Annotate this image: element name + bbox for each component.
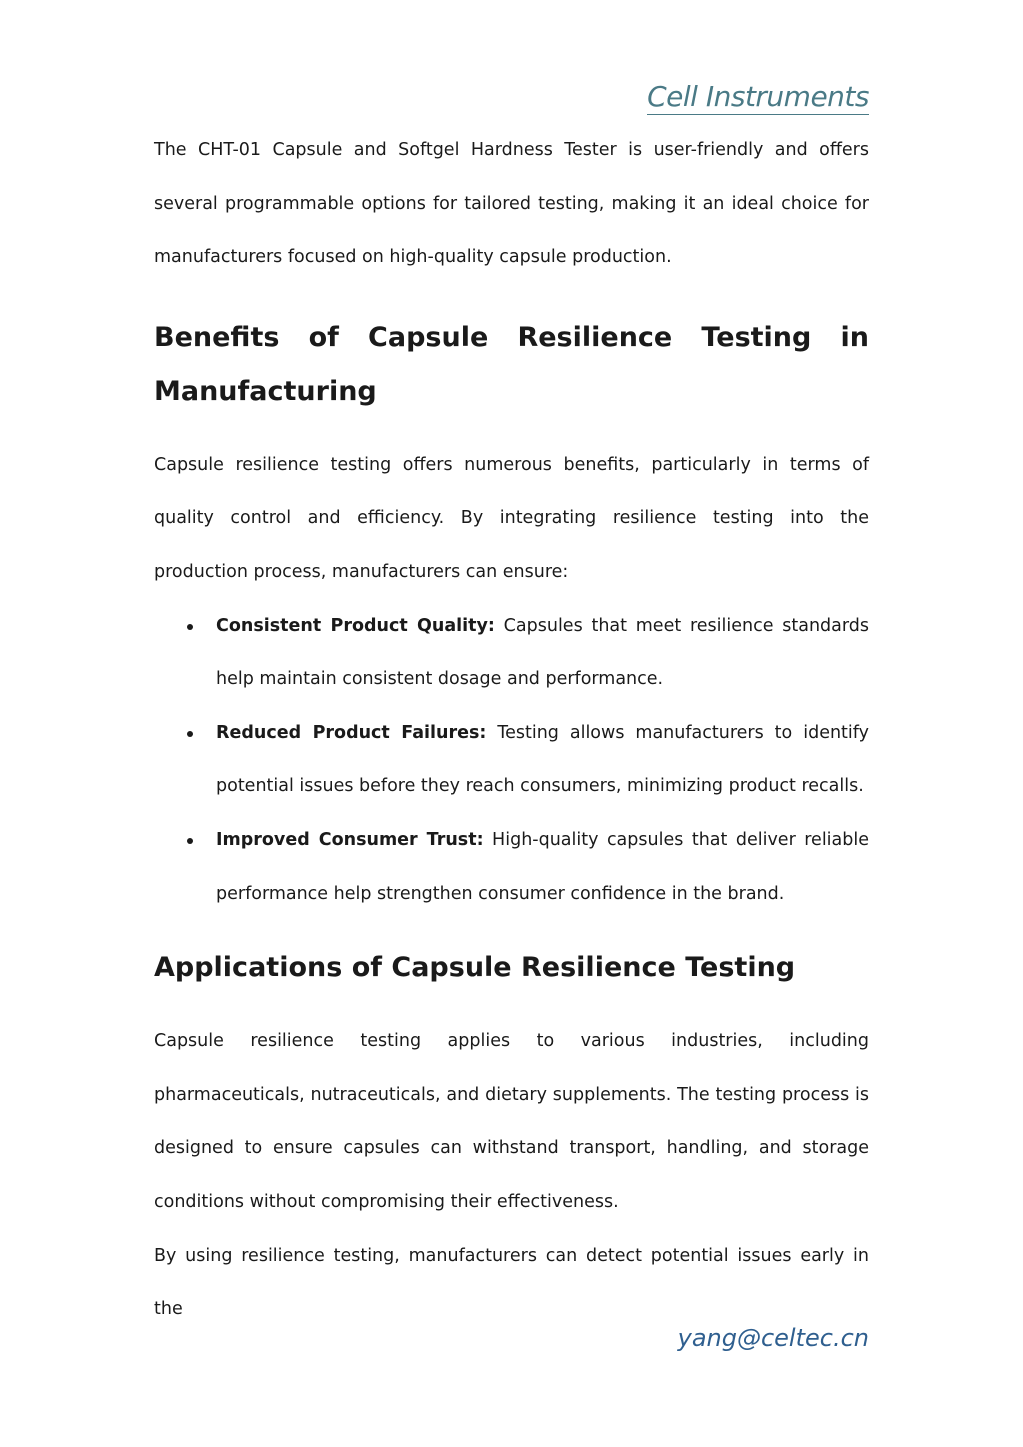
benefits-list [154,600,869,922]
benefits-heading: Benefits of Capsule Resilience Testing in Manufacturing [154,321,869,407]
benefits-paragraph: Capsule resilience testing offers numerous benefits, particularly in terms of quality control and efficiency. By integrating resilience testing into the production process, manufacturers can ensure: [154,454,869,582]
list-item-label: Consistent Product Quality: [216,615,495,636]
page-content [154,124,869,1337]
applications-paragraph-2: By using resilience testing, manufacturers can detect potential issues early in the [154,1245,869,1320]
bullet-icon [187,731,193,737]
list-item [154,814,869,921]
bullet-icon [187,624,193,630]
list-item-text: Testing allows manufacturers to identify potential issues before they reach consumers, minimizing product recalls. [216,722,869,797]
brand-logo-text: Cell Instruments [647,80,869,113]
applications-paragraph-1: Capsule resilience testing applies to various industries, including pharmaceuticals, nutraceuticals, and dietary supplements. The testing process is designed to ensure capsules can withstand transport, handling, and storage conditions without compromising their effectiveness. [154,1031,869,1212]
list-item-text: High-quality capsules that deliver reliable performance help strengthen consumer confidence in the brand. [216,829,870,904]
intro-paragraph: The CHT-01 Capsule and Softgel Hardness Tester is user-friendly and offers several programmable options for tailored testing, making it an ideal choice for manufacturers focused on high-quality capsule production. [154,140,869,268]
list-item [154,707,869,814]
list-item-text: Capsules that meet resilience standards help maintain consistent dosage and performance. [216,615,869,690]
bullet-icon [187,838,193,844]
list-item-label: Improved Consumer Trust: [216,829,484,850]
applications-heading: Applications of Capsule Resilience Testing [154,952,796,984]
benefits-heading-block [154,311,869,419]
list-item [154,600,869,707]
applications-heading-block [154,941,869,995]
footer-email-link[interactable]: yang@celtec.cn [677,1324,869,1352]
list-item-label: Reduced Product Failures: [216,722,487,743]
